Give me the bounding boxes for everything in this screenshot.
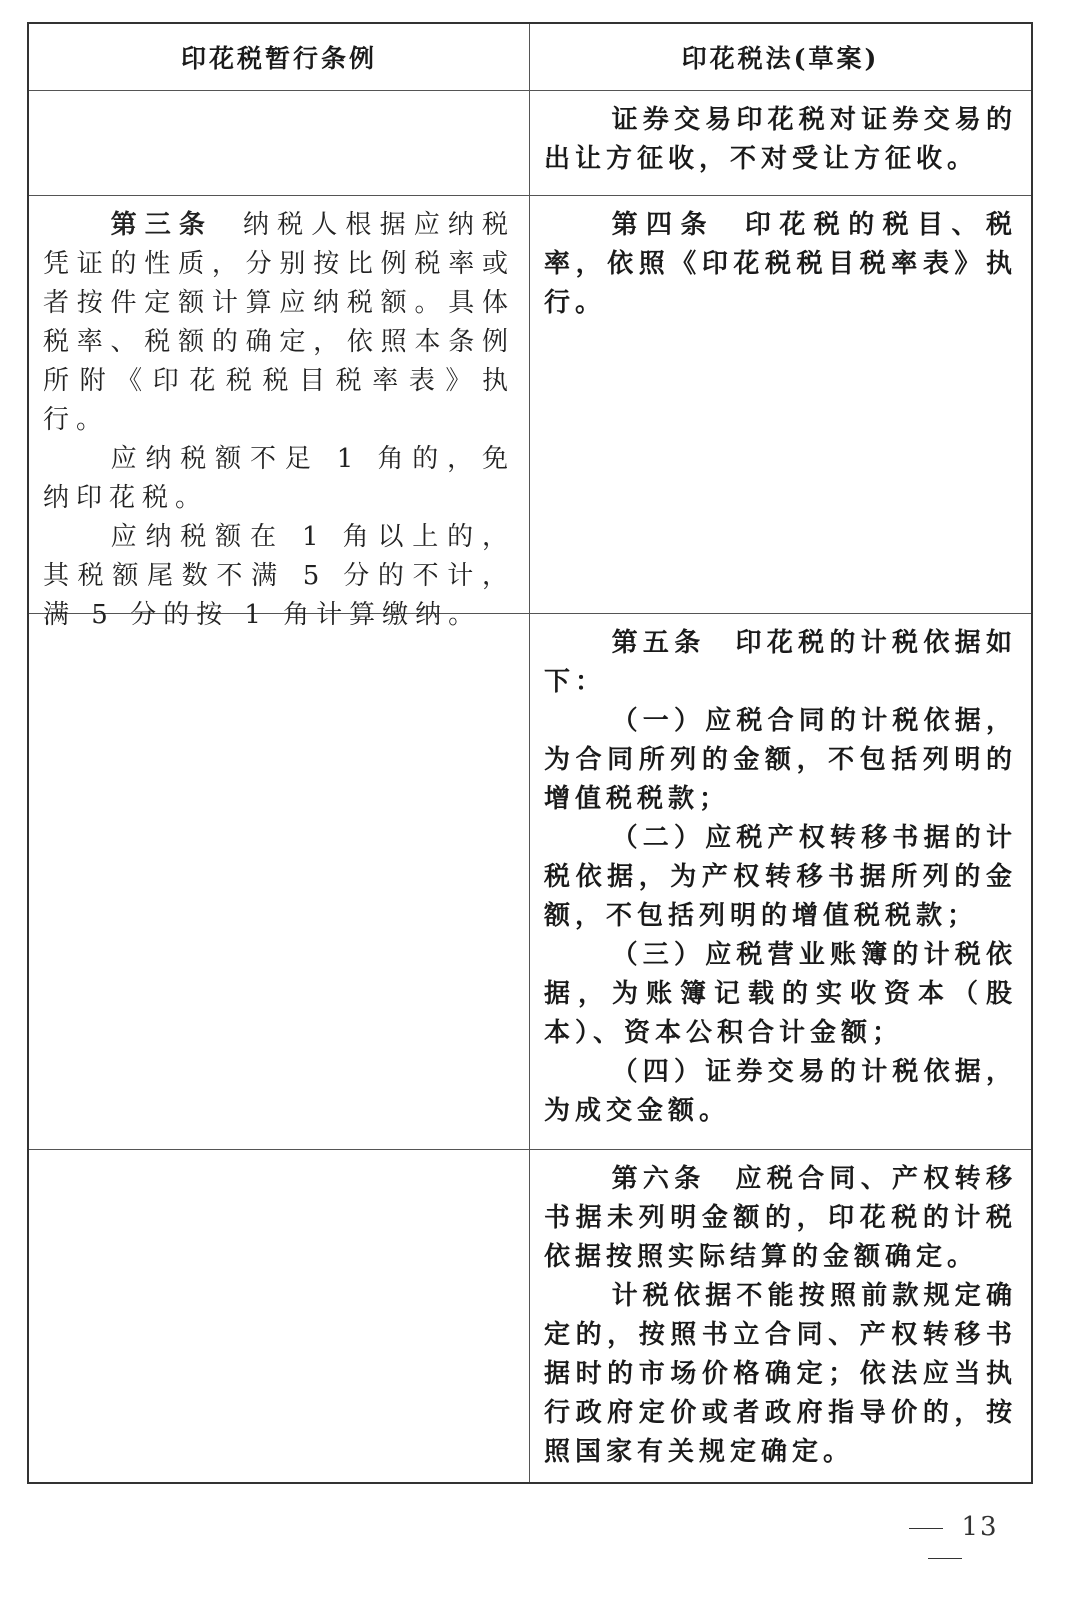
table-row [29,195,1031,630]
table-row [29,90,1031,195]
old-cell [29,91,530,195]
clause-text: 应税合同、产权转移书据未列明金额的，印花税的计税依据按照实际结算的金额确定。 [544,1164,1017,1272]
new-cell [530,196,1031,613]
new-cell [530,1150,1031,1482]
clause-paragraph: 应纳税额在 1 角以上的，其税额尾数不满 5 分的不计，满 5 分的按 1 角计算缴纳。 [43,522,515,630]
header-new-law-draft: 印花税法(草案) [681,44,880,73]
clause-item: （一）应税合同的计税依据，为合同所列的金额，不包括列明的增值税税款； [544,706,1017,814]
clause-paragraph [544,206,1017,323]
comparison-table [27,22,1033,1484]
old-cell [29,614,530,1149]
clause-text: 印花税的税目、税率，依照《印花税税目税率表》执行。 [544,210,1017,318]
clause-text: 纳税人根据应纳税凭证的性质，分别按比例税率或者按件定额计算应纳税额。具体税率、税额的确定，依照本条例所附《印花税税目税率表》执行。 [43,210,515,435]
clause-paragraph [43,206,515,440]
header-old-regulation: 印花税暂行条例 [29,24,530,90]
clause-item: （四）证券交易的计税依据，为成交金额。 [544,1057,1017,1126]
dash-left [909,1528,943,1529]
old-cell [29,1150,530,1482]
article-number: 第三条 [110,210,214,240]
table-row [29,613,1031,1149]
old-cell [29,196,530,630]
clause-item: （三）应税营业账簿的计税依据，为账簿记载的实收资本（股本）、资本公积合计金额； [544,940,1017,1048]
page-number-text: 13 [961,1512,999,1542]
clause-text: 印花税的计税依据如下： [544,628,1017,697]
clause-item: （二）应税产权转移书据的计税依据，为产权转移书据所列的金额，不包括列明的增值税税款； [544,823,1017,931]
page-number [870,1512,1020,1572]
table-header-row [29,24,1031,90]
article-number: 第五条 [611,628,706,658]
clause-paragraph [544,624,1017,702]
clause-paragraph [544,1160,1017,1277]
new-cell [530,91,1031,195]
article-number: 第四条 [611,210,715,240]
dash-right [928,1558,962,1559]
table-row [29,1149,1031,1482]
clause-paragraph: 计税依据不能按照前款规定确定的，按照书立合同、产权转移书据时的市场价格确定；依法应当执行政府定价或者政府指导价的，按照国家有关规定确定。 [544,1281,1017,1467]
new-cell [530,614,1031,1149]
clause-paragraph: 证券交易印花税对证券交易的出让方征收，不对受让方征收。 [544,105,1017,174]
clause-paragraph: 应纳税额不足 1 角的，免纳印花税。 [43,444,515,513]
article-number: 第六条 [611,1164,706,1194]
